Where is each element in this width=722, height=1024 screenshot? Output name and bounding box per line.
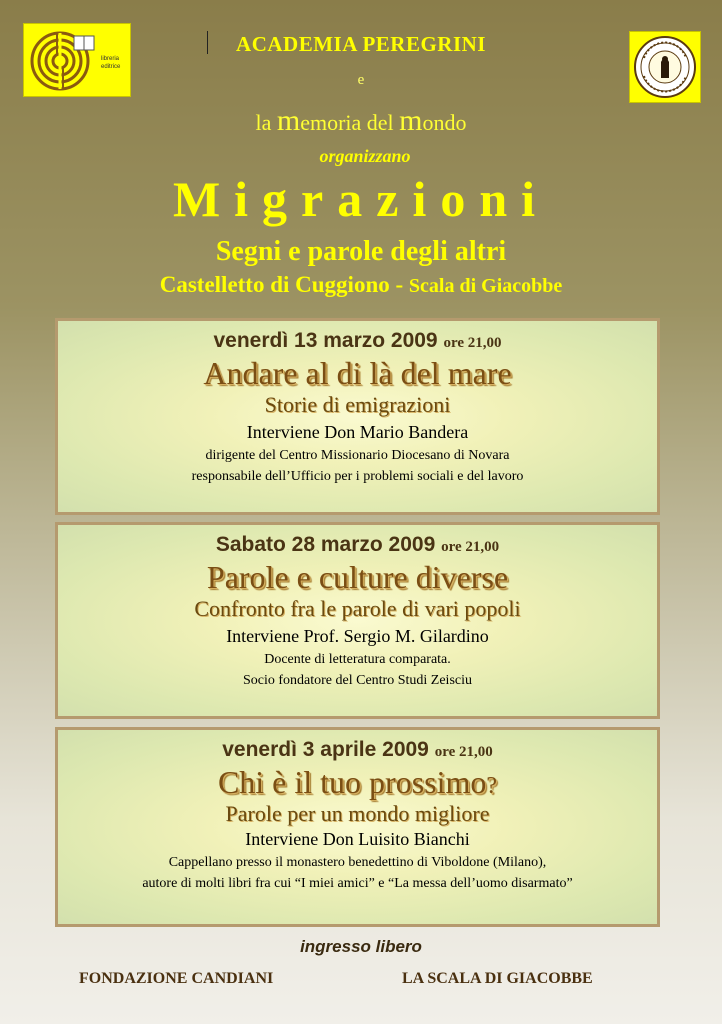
logo-side-text-1: libreria — [101, 56, 120, 62]
conjunction: e — [357, 72, 365, 88]
event-title: Parole e culture diverse — [206, 559, 509, 595]
event-subtitle: Confronto fra le parole di vari popoli — [194, 596, 521, 621]
event-panel-1 — [55, 318, 660, 515]
event-desc-1: Cappellano presso il monastero benedettino di Viboldone (Milano), — [168, 855, 547, 870]
event-desc-2: responsabile dell’Ufficio per i problemi sociali e del lavoro — [191, 469, 524, 484]
event-subtitle: Parole per un mondo migliore — [225, 801, 490, 826]
event-desc-1: dirigente del Centro Missionario Diocesano di Novara — [205, 448, 510, 463]
footer-scala: LA SCALA DI GIACOBBE — [402, 970, 593, 987]
event-speaker: Interviene Prof. Sergio M. Gilardino — [226, 626, 489, 646]
organizer-academia: ACADEMIA PEREGRINI — [236, 32, 486, 56]
event-desc-2: Socio fondatore del Centro Studi Zeisciu — [242, 673, 472, 688]
event-date: Sabato 28 marzo 2009 ore 21,00 — [215, 533, 500, 556]
event-panel-2 — [55, 522, 660, 719]
event-speaker: Interviene Don Mario Bandera — [246, 422, 469, 442]
poster-location: Castelletto di Cuggiono - Scala di Giacobbe — [159, 272, 563, 297]
organize-verb: organizzano — [319, 146, 411, 166]
event-date: venerdì 3 aprile 2009 ore 21,00 — [222, 738, 493, 761]
event-panel-3 — [55, 727, 660, 927]
event-date: venerdì 13 marzo 2009 ore 21,00 — [213, 329, 502, 352]
event-title: Andare al di là del mare — [203, 355, 512, 391]
event-speaker: Interviene Don Luisito Bianchi — [245, 829, 470, 849]
event-desc-2: autore di molti libri fra cui “I miei amici” e “La messa dell’uomo disarmato” — [142, 876, 573, 891]
footer-fondazione: FONDAZIONE CANDIANI — [79, 970, 274, 987]
poster-subtitle: Segni e parole degli altri — [215, 236, 507, 267]
event-desc-1: Docente di letteratura comparata. — [264, 652, 451, 667]
logo-side-text-2: editrice — [101, 64, 121, 70]
event-subtitle: Storie di emigrazioni — [264, 392, 451, 417]
admission-note: ingresso libero — [300, 937, 422, 956]
organizer-memoria: la memoria del mondo — [255, 104, 467, 137]
event-title: Chi è il tuo prossimo? — [217, 764, 498, 800]
poster-title: Migrazioni — [172, 171, 550, 227]
